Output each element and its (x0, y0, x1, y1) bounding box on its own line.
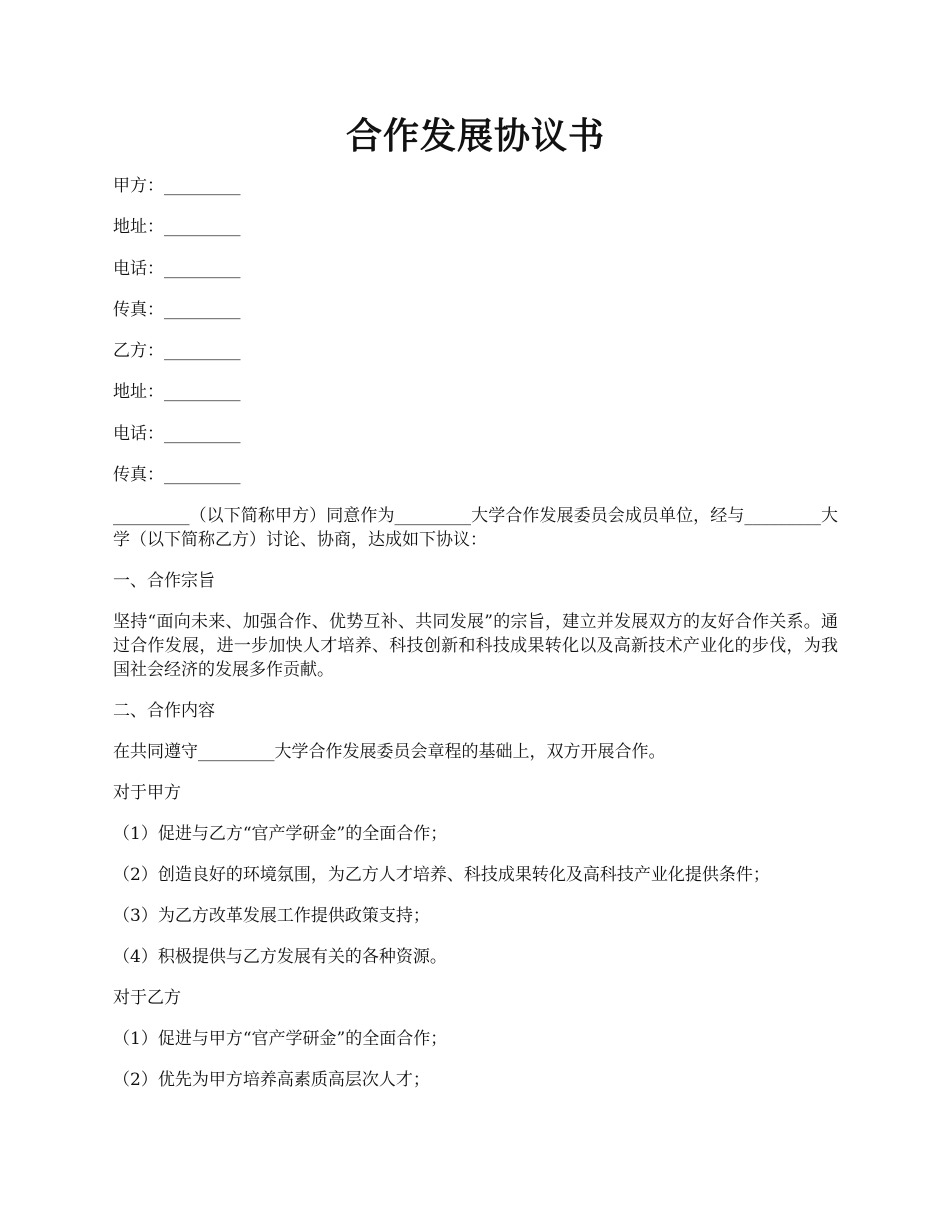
field-label: 乙方： (113, 341, 164, 362)
document-title: 合作发展协议书 (345, 115, 605, 157)
list-item: （4）积极提供与乙方发展有关的各种资源。 (113, 947, 447, 968)
list-item: （1）促进与甲方“官产学研金”的全面合作； (113, 1029, 448, 1050)
section-heading-content: 二、合作内容 (113, 701, 215, 722)
party-a-subheading: 对于甲方 (113, 783, 181, 804)
field-blank: _________ (164, 176, 241, 196)
party-a-address-field (113, 215, 838, 239)
list-item: （2）优先为甲方培养高素质高层次人才； (113, 1070, 430, 1091)
field-blank: _________ (164, 423, 241, 444)
field-blank: _________ (164, 258, 241, 279)
party-b-phone-field (113, 422, 838, 446)
list-item: （3）为乙方改革发展工作提供政策支持； (113, 906, 430, 927)
field-label: 地址： (113, 382, 164, 403)
party-b-name-field (113, 339, 838, 363)
party-a-name-field (113, 174, 838, 198)
party-info-block (113, 174, 838, 487)
party-a-phone-field (113, 257, 838, 281)
party-a-fax-field (113, 298, 838, 322)
intro-paragraph: _________（以下简称甲方）同意作为_________大学合作发展委员会成员单位，经与_________大学（以下简称乙方）讨论、协商，达成如下协议： (113, 506, 838, 551)
field-blank: _________ (164, 217, 241, 238)
field-blank: _________ (164, 465, 241, 486)
field-label: 传真： (113, 465, 164, 486)
purpose-paragraph: 坚持“面向未来、加强合作、优势互补、共同发展”的宗旨，建立并发展双方的友好合作关系。通过合作发展，进一步加快人才培养、科技创新和科技成果转化以及高新技术产业化的步伐，为我国社会经济的发展多作贡献。 (113, 612, 838, 681)
field-blank: _________ (164, 341, 241, 362)
party-b-subheading: 对于乙方 (113, 988, 181, 1009)
field-label: 甲方： (113, 176, 164, 196)
field-label: 传真： (113, 299, 164, 320)
list-item: （1）促进与乙方“官产学研金”的全面合作； (113, 824, 448, 845)
party-b-fax-field (113, 463, 838, 487)
section-heading-purpose: 一、合作宗旨 (113, 571, 215, 592)
field-label: 电话： (113, 423, 164, 444)
party-b-address-field (113, 380, 838, 404)
field-label: 地址： (113, 217, 164, 238)
content-paragraph: 在共同遵守_________大学合作发展委员会章程的基础上，双方开展合作。 (113, 742, 666, 763)
field-label: 电话： (113, 258, 164, 279)
list-item: （2）创造良好的环境氛围，为乙方人才培养、科技成果转化及高科技产业化提供条件； (113, 865, 770, 886)
agreement-body (113, 504, 838, 1092)
field-blank: _________ (164, 299, 241, 320)
field-blank: _________ (164, 382, 241, 403)
